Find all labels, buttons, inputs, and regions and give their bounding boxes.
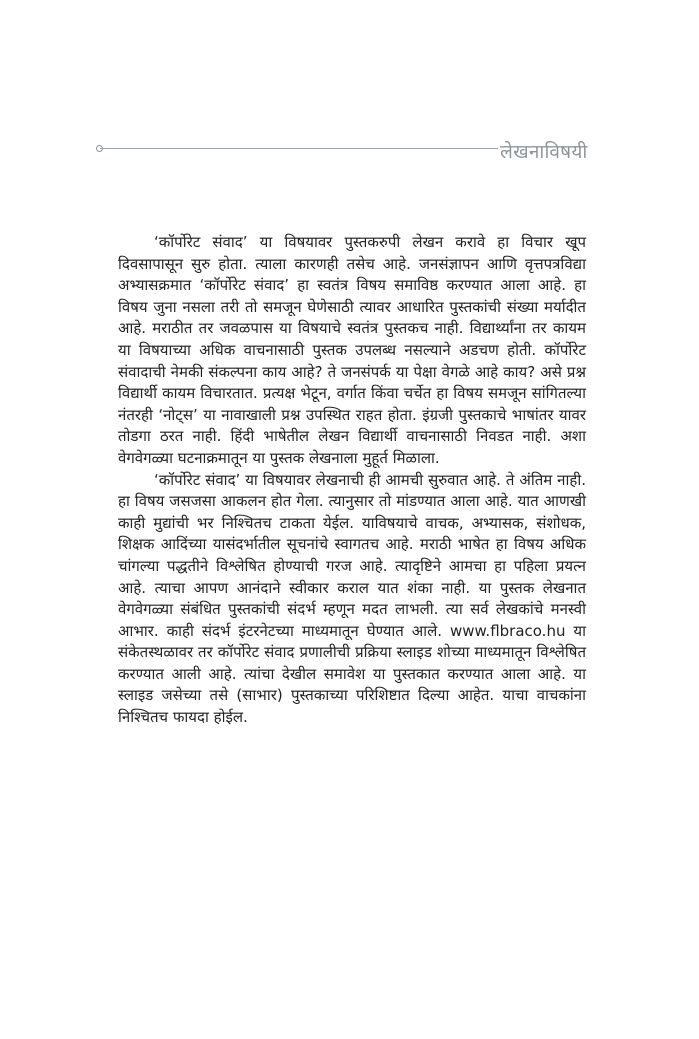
paragraph-2: ‘कॉर्पोरेट संवाद’ या विषयावर लेखनाची ही आमची सुरुवात आहे. ते अंतिम नाही. हा विषय जसजसा आकलन होत गेला. त्यानुसार तो मांडण्यात आला आहे. यात आणखी काही मुद्यांची भर निश्चितच टाकता येईल. याविषयाचे वाचक, अभ्यासक, संशोधक, शिक्षक आदिंच्या यासंदर्भातील सूचनांचे स्वागतच आहे. मराठी भाषेत हा विषय अधिक चांगल्या पद्धतीने विश्लेषित होण्याची गरज आहे. त्यादृष्टिने आमचा हा पहिला प्रयत्न आहे. त्याचा आपण आनंदाने स्वीकार कराल यात शंका नाही. या पुस्तक लेखनात वेगवेगळ्या संबंधित पुस्तकांची संदर्भ म्हणून मदत लाभली. त्या सर्व लेखकांचे मनस्वी आभार. काही संदर्भ इंटरनेटच्या माध्यमातून घेण्यात आले. www.flbraco.hu या संकेतस्थळावर तर कॉर्पोरेट संवाद प्रणालीची प्रक्रिया स्लाइड शोच्या माध्यमातून विश्लेषित करण्यात आली आहे. त्यांचा देखील समावेश या पुस्तकात करण्यात आला आहे. या स्लाइड जसेच्या तसे (साभार) पुस्तकाच्या परिशिष्टात दिल्या आहेत. याचा वाचकांना निश्चितच फायदा होईल. — [118, 470, 586, 727]
running-head: लेखनाविषयी — [500, 141, 588, 163]
paragraph-1: ‘कॉर्पोरेट संवाद’ या विषयावर पुस्तकरुपी लेखन करावे हा विचार खूप दिवसापासून सुरु होता. त्याला कारणही तसेच आहे. जनसंज्ञापन आणि वृत्तपत्रविद्या अभ्यासक्रमात ‘कॉर्पोरेट संवाद’ हा स्वतंत्र विषय समाविष्ठ करण्यात आला आहे. हा विषय जुना नसला तरी तो समजून घेणेसाठी त्यावर आधारित पुस्तकांची संख्या मर्यादीत आहे. मराठीत तर जवळपास या विषयाचे स्वतंत्र पुस्तकच नाही. विद्यार्थ्यांना तर कायम या विषयाच्या अधिक वाचनासाठी पुस्तक उपलब्ध नसल्याने अडचण होती. कॉर्पोरेट संवादाची नेमकी संकल्पना काय आहे? ते जनसंपर्क या पेक्षा वेगळे आहे काय? असे प्रश्न विद्यार्थी कायम विचारतात. प्रत्यक्ष भेटून, वर्गात किंवा चर्चेत हा विषय समजून सांगितल्या नंतरही ‘नोट्स’ या नावाखाली प्रश्न उपस्थित राहत होता. इंग्रजी पुस्तकाचे भाषांतर यावर तोडगा ठरत नाही. हिंदी भाषेतील लेखन विद्यार्थी वाचनासाठी निवडत नाही. अशा वेगवेगळ्या घटनाक्रमातून या पुस्तक लेखनाला मुहूर्त मिळाला. — [118, 233, 586, 467]
body-text — [118, 232, 586, 729]
header-rule — [100, 148, 498, 149]
